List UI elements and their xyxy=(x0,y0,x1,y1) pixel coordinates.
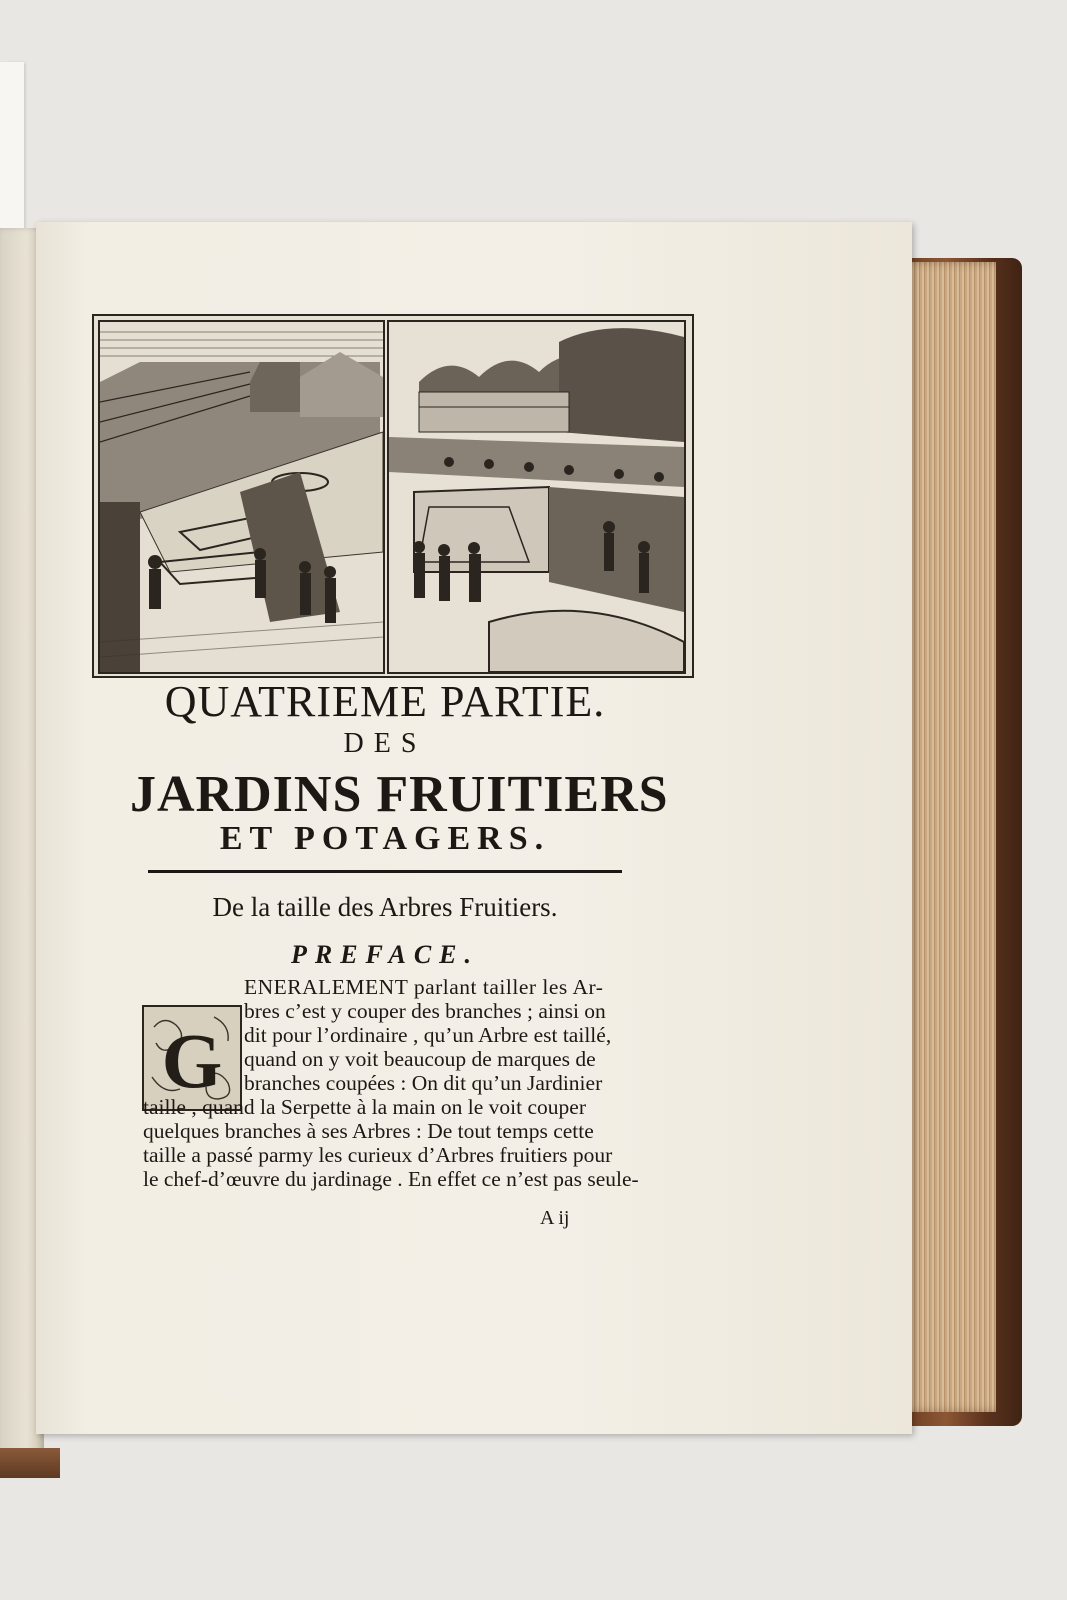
body-line-5: branches coupées : On dit qu’un Jardinier xyxy=(244,1071,603,1095)
book-cover-left xyxy=(0,1448,60,1478)
heading-main-title: JARDINS FRUITIERS xyxy=(130,766,669,823)
garden-engraving xyxy=(92,314,694,678)
body-line-2: bres c’est y couper des branches ; ainsi on xyxy=(244,999,606,1023)
heading-part: QUATRIEME PARTIE. xyxy=(164,677,606,726)
drop-cap-letter: G xyxy=(161,1017,223,1104)
signature-mark: A ij xyxy=(540,1207,570,1229)
paper-slip xyxy=(0,62,24,230)
chapter-subtitle: De la taille des Arbres Fruitiers. xyxy=(212,892,558,922)
body-line-7: quelques branches à ses Arbres : De tout temps cette xyxy=(143,1119,594,1143)
heading-des: DES xyxy=(343,728,427,759)
body-line-1: ENERALEMENT parlant tailler les Ar- xyxy=(244,975,604,999)
heading-potagers: ET POTAGERS. xyxy=(219,820,551,857)
engraving-panel-left xyxy=(98,320,385,674)
page-edges xyxy=(900,262,996,1412)
body-line-9: le chef-d’œuvre du jardinage . En effet ce n’est pas seule- xyxy=(143,1167,639,1191)
preface-title: PREFACE. xyxy=(290,940,480,969)
body-line-8: taille a passé parmy les curieux d’Arbres fruitiers pour xyxy=(143,1143,613,1167)
body-line-4: quand on y voit beaucoup de marques de xyxy=(244,1047,596,1071)
horizontal-rule xyxy=(148,870,622,873)
body-line-3: dit pour l’ordinaire , qu’un Arbre est taillé, xyxy=(244,1023,612,1047)
engraving-panel-right xyxy=(387,320,686,674)
body-line-6: taille , quand la Serpette à la main on le voit couper xyxy=(143,1095,586,1119)
